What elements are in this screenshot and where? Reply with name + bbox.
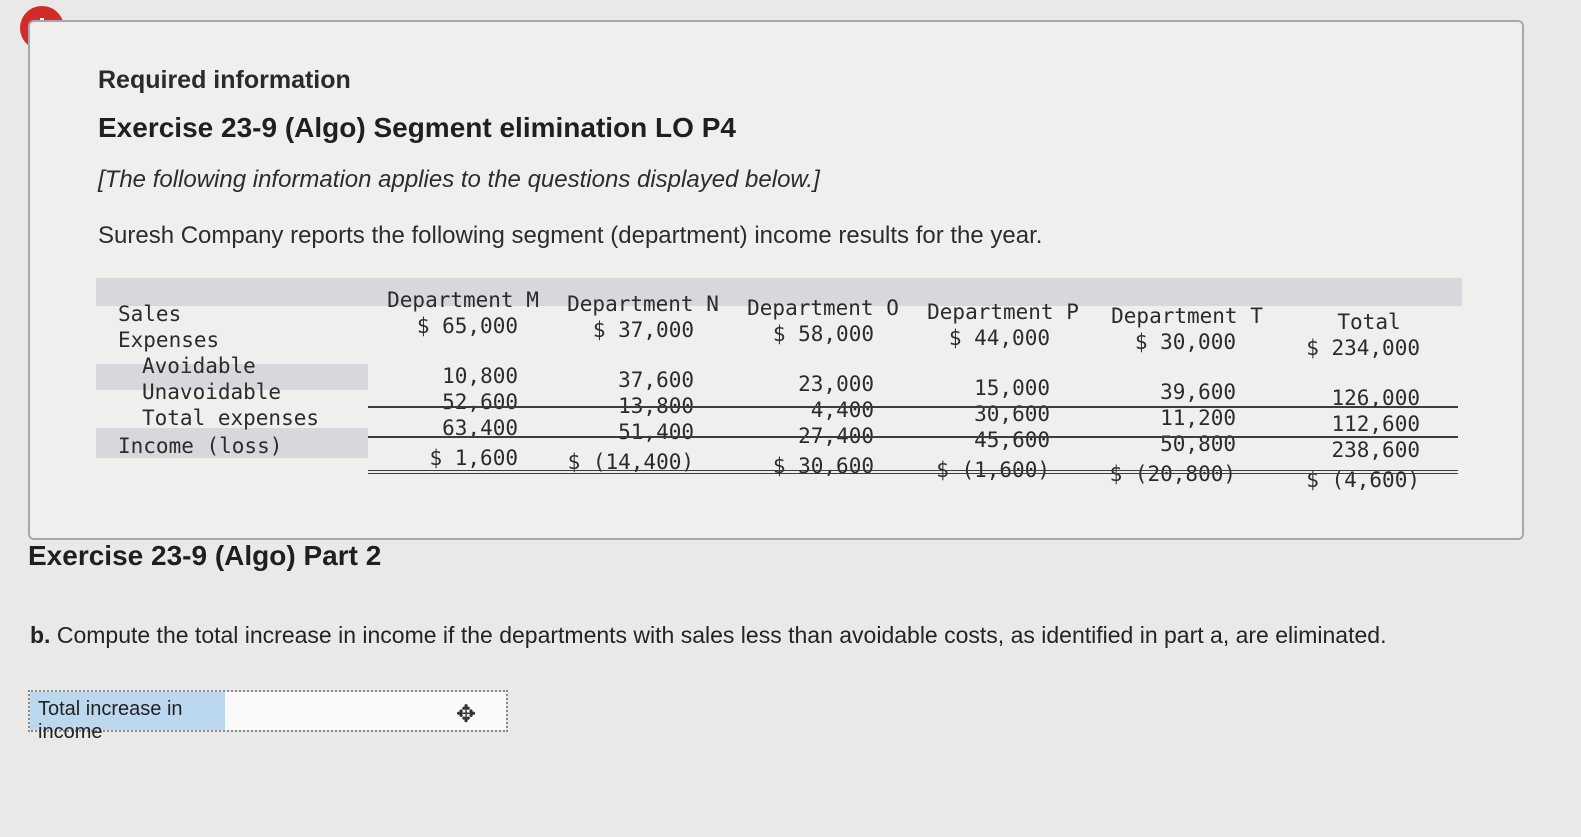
row-label-unavoidable: Unavoidable	[142, 380, 282, 404]
intro-text: Suresh Company reports the following segment (department) income results for the year.	[98, 222, 1043, 249]
cell-avoidable: 37,600	[618, 368, 694, 392]
col-header: Total	[1337, 310, 1401, 334]
question-body: Compute the total increase in income if the departments with sales less than avoidable costs, as identified in part a, are eliminated.	[56, 622, 1387, 648]
total-rule	[368, 436, 1458, 438]
cell-avoidable: 126,000	[1331, 386, 1420, 410]
income-double-rule	[368, 470, 1458, 474]
required-info-heading: Required information	[98, 66, 351, 94]
row-label-total-expenses: Total expenses	[142, 406, 320, 430]
cell-avoidable: 39,600	[1160, 380, 1236, 404]
row-label-income: Income (loss)	[118, 434, 283, 458]
cell-income: $ (14,400)	[567, 450, 694, 474]
cell-sales: $ 37,000	[592, 318, 694, 342]
part-title: Exercise 23-9 (Algo) Part 2	[28, 540, 382, 571]
subtotal-rule	[368, 406, 1458, 408]
cell-total-expenses: 63,400	[442, 416, 518, 440]
segment-income-table	[96, 278, 1462, 498]
cell-unavoidable: 112,600	[1331, 412, 1420, 436]
cell-sales: $ 44,000	[948, 326, 1050, 350]
row-label-sales: Sales	[118, 302, 182, 326]
answer-label: Total increase in income	[30, 692, 225, 730]
col-header: Department T	[1111, 304, 1263, 328]
cell-income: $ (4,600)	[1306, 468, 1420, 492]
col-header: Department N	[567, 292, 719, 316]
cell-total-expenses: 51,400	[618, 420, 694, 444]
cell-total-expenses: 45,600	[974, 428, 1050, 452]
cell-sales: $ 30,000	[1134, 330, 1236, 354]
col-header: Department P	[927, 300, 1079, 324]
cell-unavoidable: 13,800	[618, 394, 694, 418]
question-prefix: b.	[30, 622, 51, 648]
cell-avoidable: 10,800	[442, 364, 518, 388]
move-cursor-icon: ✥	[456, 701, 477, 728]
cell-sales: $ 65,000	[416, 314, 518, 338]
question-text	[30, 622, 1386, 649]
cell-total-expenses: 27,400	[798, 424, 874, 448]
cell-total-expenses: 50,800	[1160, 432, 1236, 456]
cell-avoidable: 15,000	[974, 376, 1050, 400]
col-header: Department M	[387, 288, 539, 312]
cell-total-expenses: 238,600	[1331, 438, 1420, 462]
cell-income: $ 30,600	[772, 454, 874, 478]
cell-income: $ (20,800)	[1109, 462, 1236, 486]
cell-unavoidable: 11,200	[1160, 406, 1236, 430]
cell-income: $ 1,600	[429, 446, 518, 470]
answer-row	[28, 690, 508, 743]
exercise-title: Exercise 23-9 (Algo) Segment elimination LO P4	[98, 112, 736, 143]
cell-sales: $ 234,000	[1306, 336, 1420, 360]
cell-sales: $ 58,000	[772, 322, 874, 346]
row-label-expenses: Expenses	[118, 328, 220, 352]
cell-unavoidable: 4,400	[810, 398, 874, 422]
info-note: [The following information applies to the questions displayed below.]	[98, 166, 820, 193]
cell-unavoidable: 30,600	[974, 402, 1050, 426]
cell-unavoidable: 52,600	[442, 390, 518, 414]
row-label-avoidable: Avoidable	[142, 354, 256, 378]
cell-income: $ (1,600)	[936, 458, 1050, 482]
cell-avoidable: 23,000	[798, 372, 874, 396]
col-header: Department O	[747, 296, 899, 320]
